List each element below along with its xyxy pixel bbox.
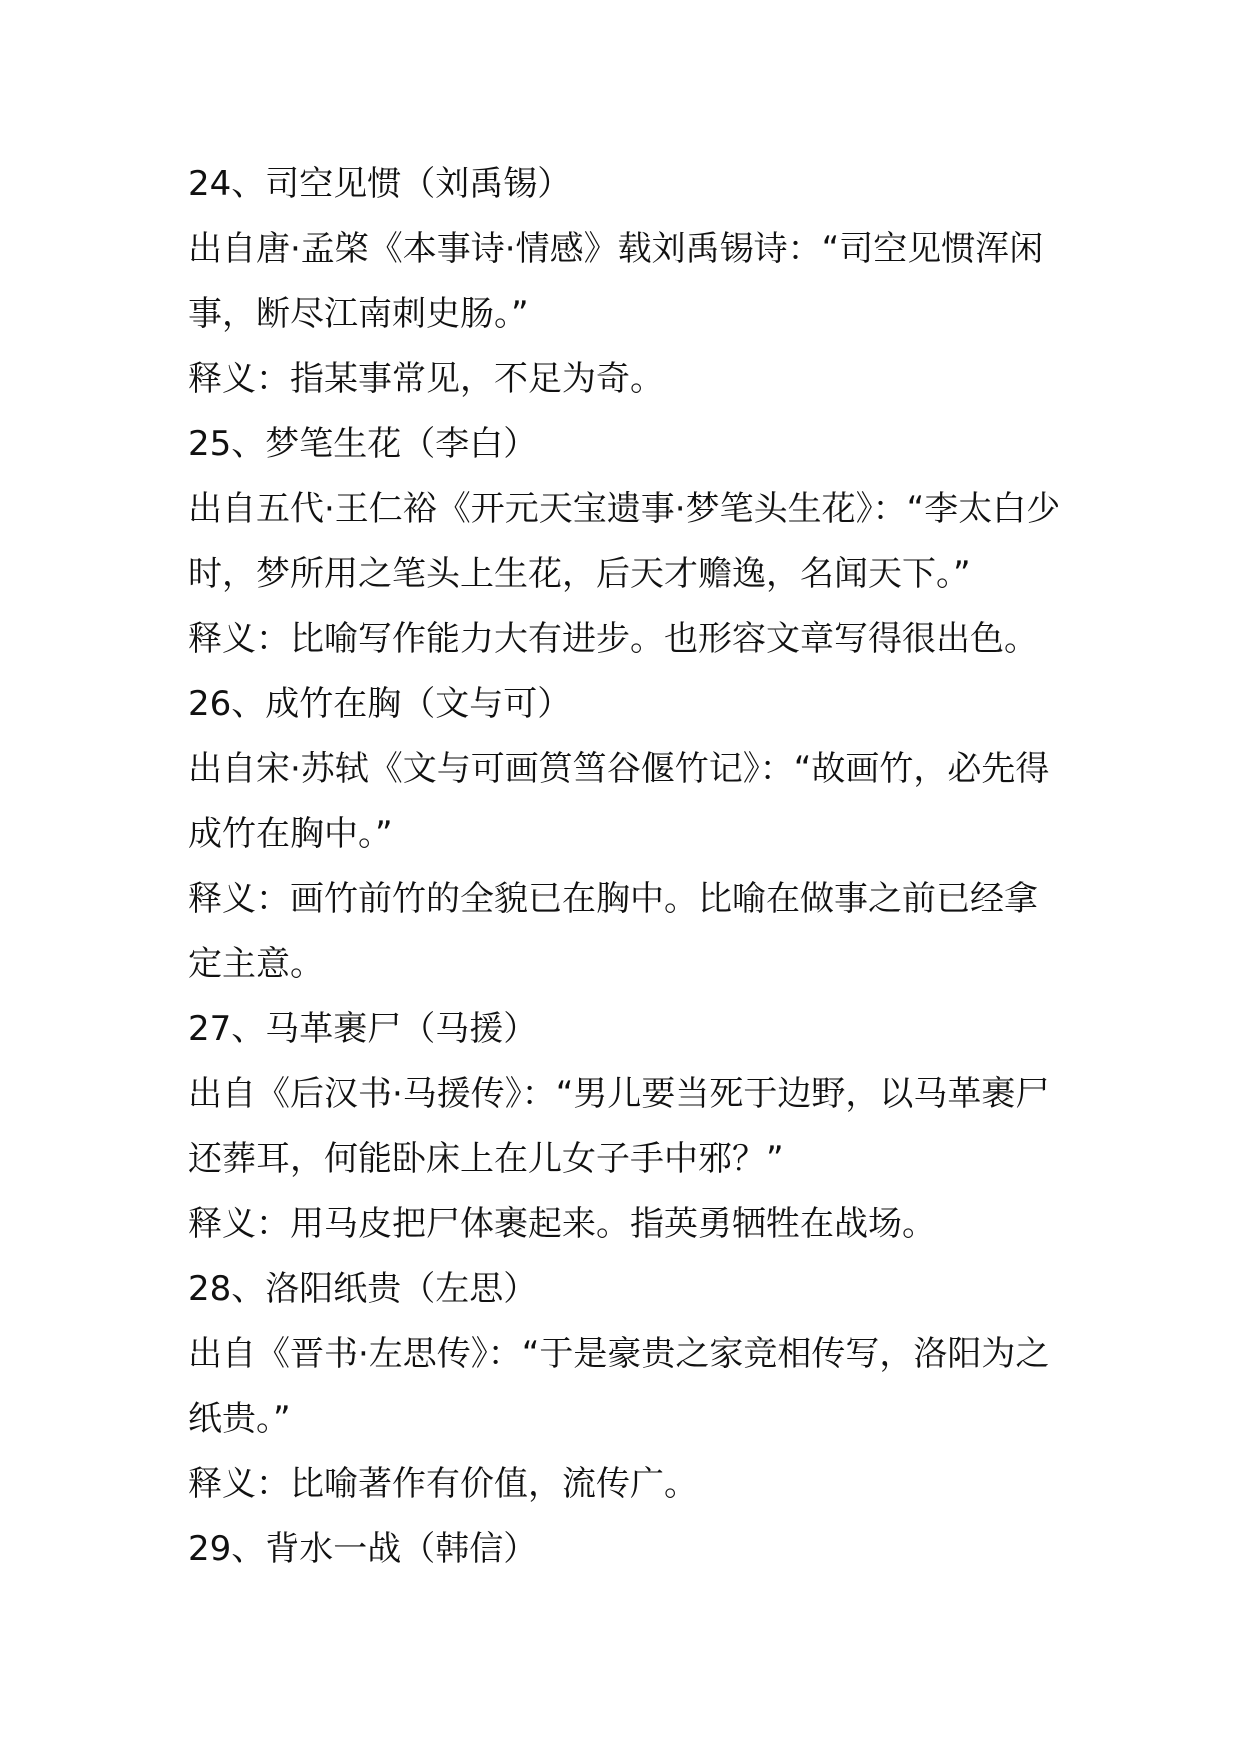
entry-source: 出自《晋书·左思传》：“于是豪贵之家竞相传写，洛阳为之纸贵。” [188,1334,1050,1439]
entry-meaning: 释义：用马皮把尸体裹起来。指英勇牺牲在战场。 [188,1204,936,1244]
entry-source: 出自唐·孟棨《本事诗·情感》载刘禹锡诗：“司空见惯浑闲事，断尽江南刺史肠。” [188,229,1044,334]
entry-source: 出自宋·苏轼《文与可画筼筜谷偃竹记》：“故画竹，必先得成竹在胸中。” [188,749,1050,854]
entry-meaning: 释义：比喻写作能力大有进步。也形容文章写得很出色。 [188,619,1038,659]
entry-meaning: 释义：指某事常见，不足为奇。 [188,359,664,399]
entry-heading: 26、成竹在胸（文与可） [188,684,572,724]
entry-source: 出自五代·王仁裕《开元天宝遗事·梦笔头生花》：“李太白少时，梦所用之笔头上生花，后天才赡逸，名闻天下。” [188,489,1061,594]
entry-heading: 27、马革裹尸（马援） [188,1009,538,1049]
entry-heading: 25、梦笔生花（李白） [188,424,538,464]
entry-source: 出自《后汉书·马援传》：“男儿要当死于边野，以马革裹尸还葬耳，何能卧床上在儿女子手中邪？” [188,1074,1050,1179]
entry-meaning: 释义：画竹前竹的全貌已在胸中。比喻在做事之前已经拿定主意。 [188,879,1038,984]
entry-heading: 24、司空见惯（刘禹锡） [188,164,572,204]
entry-heading: 28、洛阳纸贵（左思） [188,1269,538,1309]
entry-meaning: 释义：比喻著作有价值，流传广。 [188,1464,698,1504]
entry-heading: 29、背水一战（韩信） [188,1529,538,1569]
document-body [188,152,1068,1582]
